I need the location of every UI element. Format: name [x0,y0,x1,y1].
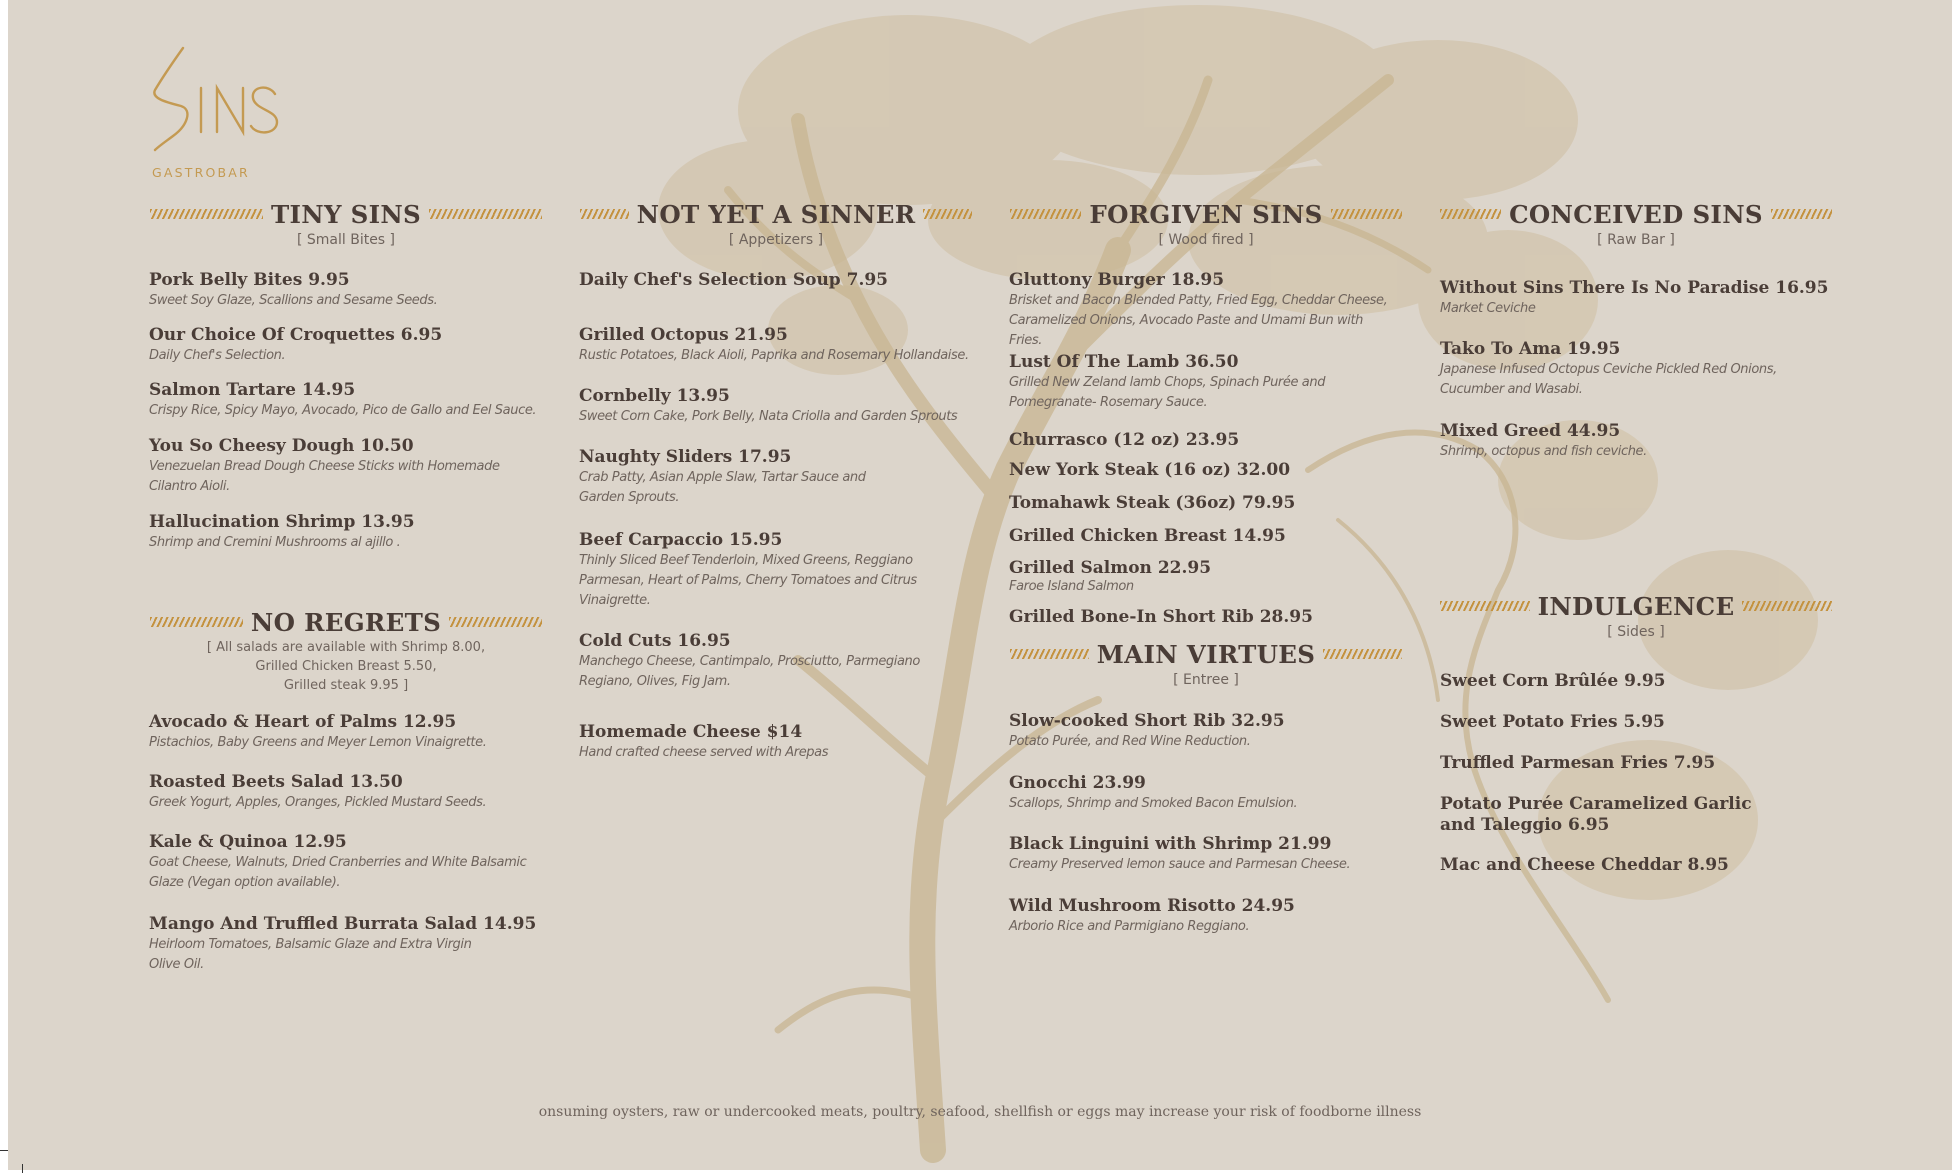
decorative-hatch [1010,649,1089,659]
section-subtitle: [ Entree ] [1173,672,1239,688]
item-name: Sweet Potato Fries 5.95 [1440,712,1665,732]
item-description: Pistachios, Baby Greens and Meyer Lemon Vinaigrette. [149,735,487,750]
item-name: Tako To Ama 19.95 [1440,339,1621,359]
item-description: Rustic Potatoes, Black Aioli, Paprika and Rosemary Hollandaise. [579,348,969,363]
food-safety-disclaimer: onsuming oysters, raw or undercooked meats, poultry, seafood, shellfish or eggs may increase your risk of foodborne illness [538,1104,1422,1120]
tree-illustration [8,0,1952,1170]
decorative-hatch [1010,209,1081,219]
item-name: Our Choice Of Croquettes 6.95 [149,325,443,345]
menu-item [579,270,979,291]
item-description: Hand crafted cheese served with Arepas [579,745,829,760]
menu-item [1009,270,1399,351]
section-heading [580,198,972,230]
section-subtitle: Grilled steak 9.95 ] [283,678,409,693]
item-name: Potato Purée Caramelized Garlic and Taleggio 6.95 [1440,794,1752,835]
decorative-hatch [1331,209,1402,219]
menu-item [1440,753,1830,774]
section-title: CONCEIVED SINS [1509,199,1763,229]
decorative-hatch [429,209,542,219]
menu-item [1440,278,1840,319]
menu-item [1009,430,1399,451]
item-description: Venezuelan Bread Dough Cheese Sticks with Homemade Cilantro Aioli. [149,459,500,494]
item-description: Shrimp and Cremini Mushrooms al ajillo . [149,535,401,550]
menu-item [149,712,569,753]
item-name: Salmon Tartare 14.95 [149,380,356,400]
menu-item [1440,794,1770,836]
item-name: Homemade Cheese $14 [579,722,803,742]
menu-item [1440,712,1830,733]
item-name: Gnocchi 23.99 [1009,773,1146,793]
section-heading [150,198,542,230]
section-title: NOT YET A SINNER [636,199,916,229]
menu-item [1440,671,1830,692]
item-name: You So Cheesy Dough 10.50 [149,436,414,456]
item-description: Manchego Cheese, Cantimpalo, Prosciutto, Parmegiano Regiano, Olives, Fig Jam. [579,654,920,689]
menu-item [579,631,929,692]
item-description: Creamy Preserved lemon sauce and Parmesan Cheese. [1009,857,1351,872]
section-heading [1010,638,1402,670]
decorative-hatch [1323,649,1402,659]
item-description: Sweet Soy Glaze, Scallions and Sesame Seeds. [149,293,438,308]
menu-item [149,772,569,813]
section-title: MAIN VIRTUES [1096,639,1316,669]
section-subtitle: [ Raw Bar ] [1597,232,1675,248]
item-name: Roasted Beets Salad 13.50 [149,772,403,792]
item-name: Tomahawk Steak (36oz) 79.95 [1009,493,1296,513]
section-heading [1440,590,1832,622]
menu-item [1440,339,1780,400]
menu-item [579,530,919,611]
menu-item [149,914,537,975]
item-name: Grilled Chicken Breast 14.95 [1009,526,1286,546]
section-subtitle: [ Sides ] [1607,624,1665,640]
item-description: Japanese Infused Octopus Ceviche Pickled Red Onions, Cucumber and Wasabi. [1440,362,1777,397]
section-title: FORGIVEN SINS [1089,199,1323,229]
section-no-regrets [150,606,542,695]
item-name: Gluttony Burger 18.95 [1009,270,1225,290]
item-description: Brisket and Bacon Blended Patty, Fried Egg, Cheddar Cheese, Caramelized Onions, Avocado Paste and Umami Bun with Fries. [1009,293,1388,348]
menu-item [1009,558,1399,595]
menu-item [1440,421,1830,462]
section-title: INDULGENCE [1537,591,1735,621]
item-name: Sweet Corn Brûlée 9.95 [1440,671,1666,691]
crop-mark [0,1150,8,1151]
section-not-yet-a-sinner [580,198,972,249]
menu-item [1009,460,1399,481]
menu-item [1009,607,1399,628]
section-heading [1440,198,1832,230]
section-indulgence [1440,590,1832,641]
decorative-hatch [1742,601,1832,611]
item-name: Pork Belly Bites 9.95 [149,270,350,290]
menu-item [149,270,549,311]
item-description: Scallops, Shrimp and Smoked Bacon Emulsion. [1009,796,1298,811]
menu-item [1009,526,1399,547]
sins-logo [143,40,283,160]
item-name: Kale & Quinoa 12.95 [149,832,347,852]
menu-item [1009,834,1399,875]
menu-item [1009,711,1399,752]
menu-item [579,386,999,427]
item-description: Heirloom Tomatoes, Balsamic Glaze and Extra Virgin Olive Oil. [149,937,472,972]
item-name: Hallucination Shrimp 13.95 [149,512,415,532]
section-tiny-sins [150,198,542,249]
item-description: Shrimp, octopus and fish ceviche. [1440,444,1647,459]
section-subtitle: [ All salads are available with Shrimp 8.00, [206,640,486,655]
item-name: Black Linguini with Shrimp 21.99 [1009,834,1332,854]
section-title: TINY SINS [270,199,422,229]
menu-item [1440,855,1830,876]
item-name: Avocado & Heart of Palms 12.95 [149,712,457,732]
section-conceived-sins [1440,198,1832,249]
item-name: Slow-cooked Short Rib 32.95 [1009,711,1285,731]
menu-item [579,722,979,763]
item-description: Greek Yogurt, Apples, Oranges, Pickled Mustard Seeds. [149,795,487,810]
item-name: Grilled Bone-In Short Rib 28.95 [1009,607,1313,627]
section-subtitle: [ Wood fired ] [1158,232,1254,248]
item-name: Cornbelly 13.95 [579,386,730,406]
menu-item [1009,773,1399,814]
decorative-hatch [580,209,629,219]
crop-mark [22,1164,23,1173]
item-name: Lust Of The Lamb 36.50 [1009,352,1239,372]
item-description: Thinly Sliced Beef Tenderloin, Mixed Greens, Reggiano Parmesan, Heart of Palms, Cherry Tomatoes and Citrus Vinaigrette. [579,553,917,608]
item-name: Beef Carpaccio 15.95 [579,530,783,550]
decorative-hatch [150,617,243,627]
section-title: NO REGRETS [250,607,442,637]
section-subtitle: [ Appetizers ] [728,232,824,248]
decorative-hatch [150,209,263,219]
item-description: Grilled New Zeland lamb Chops, Spinach Purée and Pomegranate- Rosemary Sauce. [1009,375,1326,410]
decorative-hatch [1771,209,1832,219]
item-name: Daily Chef's Selection Soup 7.95 [579,270,889,290]
item-name: Mixed Greed 44.95 [1440,421,1621,441]
item-description: Arborio Rice and Parmigiano Reggiano. [1009,919,1250,934]
section-subtitle: [ Small Bites ] [296,232,396,248]
item-name: Churrasco (12 oz) 23.95 [1009,430,1240,450]
section-heading [1010,198,1402,230]
menu-item [1009,352,1329,413]
menu-item [1009,896,1399,937]
item-description: Faroe Island Salmon [1009,579,1134,594]
menu-item [149,436,509,497]
item-description: Crispy Rice, Spicy Mayo, Avocado, Pico de Gallo and Eel Sauce. [149,403,537,418]
brand-subtitle: GASTROBAR [152,165,250,180]
item-name: Grilled Salmon 22.95 [1009,558,1212,578]
item-name: Mango And Truffled Burrata Salad 14.95 [149,914,537,934]
menu-item [579,325,999,366]
menu-item [149,325,549,366]
menu-item [149,380,569,421]
item-description: Market Ceviche [1440,301,1536,316]
menu-item [149,832,529,893]
item-description: Goat Cheese, Walnuts, Dried Cranberries and White Balsamic Glaze (Vegan option available). [149,855,527,890]
item-name: Truffled Parmesan Fries 7.95 [1440,753,1716,773]
decorative-hatch [1440,209,1501,219]
item-description: Potato Purée, and Red Wine Reduction. [1009,734,1251,749]
item-name: Without Sins There Is No Paradise 16.95 [1440,278,1829,298]
item-name: Wild Mushroom Risotto 24.95 [1009,896,1295,916]
section-subtitle: Grilled Chicken Breast 5.50, [255,659,437,674]
item-name: Naughty Sliders 17.95 [579,447,792,467]
decorative-hatch [449,617,542,627]
item-name: Cold Cuts 16.95 [579,631,731,651]
section-heading [150,606,542,638]
item-description: Sweet Corn Cake, Pork Belly, Nata Criolla and Garden Sprouts [579,409,958,424]
menu-item [1009,493,1399,514]
item-name: New York Steak (16 oz) 32.00 [1009,460,1291,480]
section-main-virtues [1010,638,1402,689]
section-forgiven-sins [1010,198,1402,249]
decorative-hatch [923,209,972,219]
menu-page [8,0,1952,1170]
item-description: Crab Patty, Asian Apple Slaw, Tartar Sauce and Garden Sprouts. [579,470,866,505]
menu-item [579,447,879,508]
item-name: Mac and Cheese Cheddar 8.95 [1440,855,1729,875]
item-name: Grilled Octopus 21.95 [579,325,788,345]
decorative-hatch [1440,601,1530,611]
item-description: Daily Chef's Selection. [149,348,286,363]
menu-item [149,512,549,553]
